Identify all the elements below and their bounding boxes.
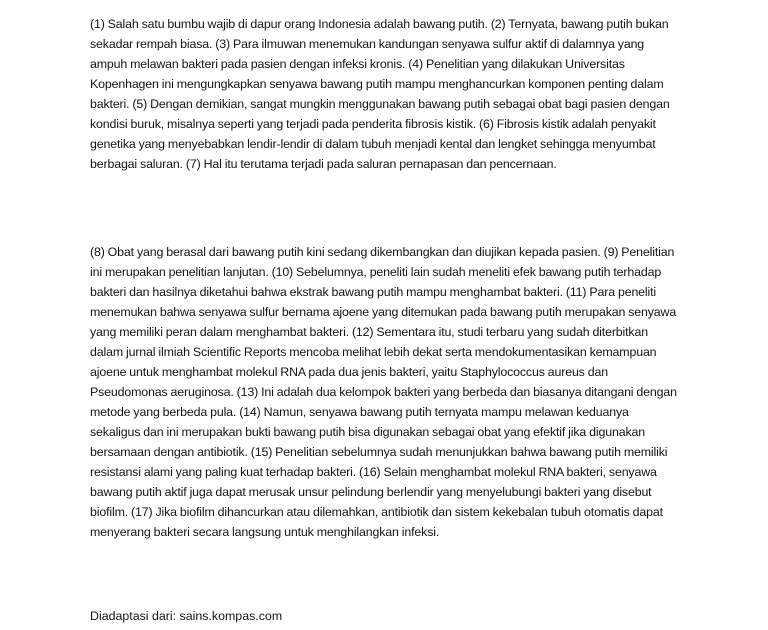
- paragraph-1: (1) Salah satu bumbu wajib di dapur orang Indonesia adalah bawang putih. (2) Ternyata, bawang putih bukan sekadar rempah biasa. (3) Para ilmuwan menemukan kandungan senyawa sulfur aktif di dalamnya yang ampuh melawan bakteri pada pasien dengan infeksi kronis. (4) Penelitian yang dilakukan Universitas Kopenhagen ini mengungkapkan senyawa bawang putih mampu menghancurkan komponen penting dalam bakteri. (5) Dengan demikian, sangat mungkin menggunakan bawang putih sebagai obat bagi pasien dengan kondisi buruk, misalnya seperti yang terjadi pada penderita fibrosis kistik. (6) Fibrosis kistik adalah penyakit genetika yang menyebabkan lendir-lendir di dalam tubuh menjadi kental dan lengket sehingga menyumbat berbagai saluran. (7) Hal itu terutama terjadi pada saluran pernapasan dan pencernaan.: [90, 17, 670, 171]
- paragraph-2: (8) Obat yang berasal dari bawang putih kini sedang dikembangkan dan diujikan kepada pasien. (9) Penelitian ini merupakan penelitian lanjutan. (10) Sebelumnya, peneliti lain sudah meneliti efek bawang putih terhadap bakteri dan hasilnya diketahui bahwa ekstrak bawang putih mampu menghambat bakteri. (11) Para peneliti menemukan bahwa senyawa sulfur bernama ajoene yang ditemukan pada bawang putih merupakan senyawa yang memiliki peran dalam menghambat bakteri. (12) Sementara itu, studi terbaru yang sudah diterbitkan dalam jurnal ilmiah Scientific Reports mencoba melihat lebih dekat serta mendokumentasikan kemampuan ajoene untuk menghambat molekul RNA pada dua jenis bakteri, yaitu Staphylococcus aureus dan Pseudomonas aeruginosa. (13) Ini adalah dua kelompok bakteri yang berbeda dan biasanya ditangani dengan metode yang berbeda pula. (14) Namun, senyawa bawang putih ternyata mampu melawan keduanya sekaligus dan ini merupakan bukti bawang putih bisa digunakan sebagai obat yang efektif jika digunakan bersamaan dengan antibiotik. (15) Penelitian sebelumnya sudah menunjukkan bahwa bawang putih memiliki resistansi alami yang paling kuat terhadap bakteri. (16) Selain menghambat molekul RNA bakteri, senyawa bawang putih aktif juga dapat merusak unsur pelindung berlendir yang menyelubungi bakteri yang disebut biofilm. (17) Jika biofilm dihancurkan atau dilemahkan, antibiotik dan sistem kekebalan tubuh otomatis dapat menyerang bakteri secara langsung untuk menghilangkan infeksi.: [90, 245, 677, 539]
- source-attribution: Diadaptasi dari: sains.kompas.com: [90, 609, 283, 623]
